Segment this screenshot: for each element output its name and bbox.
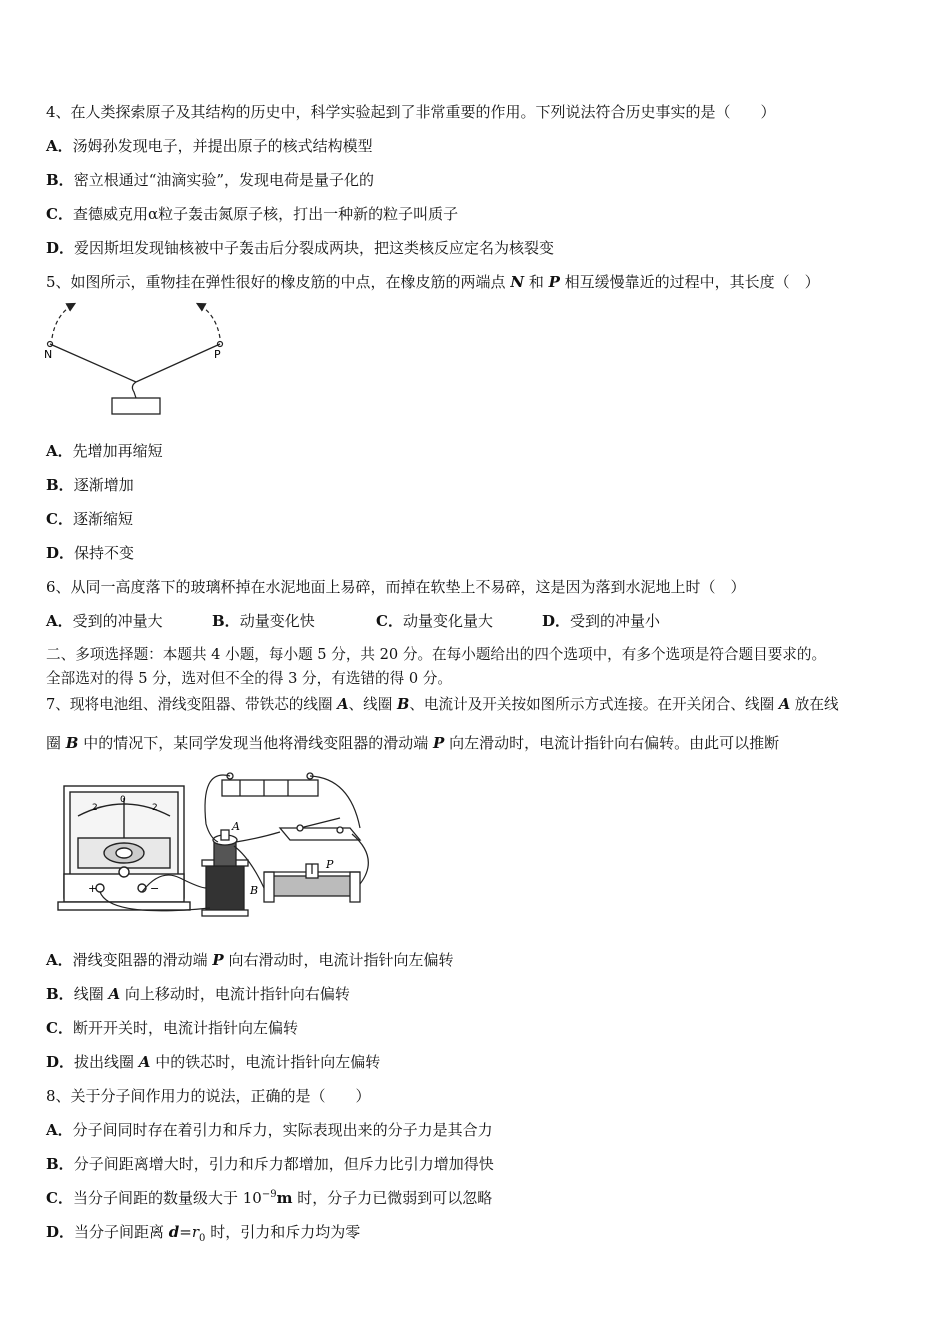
- q8-stem: 8、关于分子间作用力的说法，正确的是（ ）: [46, 1087, 371, 1105]
- svg-text:2: 2: [152, 803, 158, 813]
- q6-options: [46, 611, 660, 631]
- arrow-right-icon: [198, 304, 220, 338]
- q5-option-a[interactable]: A．先增加再缩短: [46, 442, 163, 460]
- q7-stem-line2: 圈 B 中的情况下，某同学发现当他将滑线变阻器的滑动端 P 向左滑动时，电流计指针向右偏转。由此可以推断: [46, 734, 780, 752]
- circuit-figure: [50, 768, 380, 920]
- svg-text:0: 0: [120, 795, 126, 805]
- q4-option-d[interactable]: D．爱因斯坦发现铀核被中子轰击后分裂成两块，把这类核反应定名为核裂变: [46, 239, 555, 257]
- q8-option-a[interactable]: A．分子间同时存在着引力和斥力，实际表现出来的分子力是其合力: [46, 1121, 493, 1139]
- q8-option-c[interactable]: C．当分子间距的数量级大于 $10^{-9}m$ 时，分子力已微弱到可以忽略: [46, 1189, 493, 1207]
- q8-option-b[interactable]: B．分子间距离增大时，引力和斥力都增加，但斥力比引力增加得快: [46, 1155, 494, 1173]
- q5-stem: 5、如图所示，重物挂在弹性很好的橡皮筋的中点，在橡皮筋的两端点 N 和 P 相互缓慢靠近的过程中，其长度（ ）: [46, 273, 820, 291]
- battery-pack: [222, 773, 318, 796]
- svg-text:A: A: [232, 820, 240, 833]
- label-p: P: [214, 348, 221, 361]
- q7-option-a[interactable]: A．滑线变阻器的滑动端 P 向右滑动时，电流计指针向左偏转: [46, 951, 454, 969]
- q4-option-a[interactable]: A．汤姆孙发现电子，并提出原子的核式结构模型: [46, 137, 373, 155]
- section2-line2: 全部选对的得 5 分，选对但不全的得 3 分，有选错的得 0 分。: [46, 670, 452, 687]
- svg-text:−: −: [150, 882, 160, 895]
- q6-option-a[interactable]: A．受到的冲量大: [46, 612, 163, 630]
- coil-a: [213, 830, 237, 866]
- q5-option-d[interactable]: D．保持不变: [46, 544, 135, 562]
- switch: [280, 818, 360, 840]
- q7-stem-line1: 7、现将电池组、滑线变阻器、带铁芯的线圈 A、线圈 B、电流计及开关按如图所示方式连接。在开关闭合、线圈 A 放在线: [46, 696, 839, 713]
- rubber-band-figure: [40, 300, 240, 420]
- q6-option-c[interactable]: C．动量变化量大: [376, 612, 493, 630]
- q4-option-b[interactable]: B．密立根通过“油滴实验”，发现电荷是量子化的: [46, 171, 375, 189]
- q4-option-c[interactable]: C．查德威克用α粒子轰击氮原子核，打出一种新的粒子叫质子: [46, 205, 459, 223]
- section2-line1: 二、多项选择题：本题共 4 小题，每小题 5 分，共 20 分。在每小题给出的四个选项中，有多个选项是符合题目要求的。: [46, 646, 827, 663]
- q6-option-d[interactable]: D．受到的冲量小: [542, 612, 661, 630]
- q6-stem: 6、从同一高度落下的玻璃杯掉在水泥地面上易碎，而掉在软垫上不易碎，这是因为落到水泥地上时（ ）: [46, 578, 746, 596]
- svg-text:2: 2: [92, 803, 98, 813]
- q6-option-b[interactable]: B．动量变化快: [212, 612, 315, 630]
- q7-option-b[interactable]: B．线圈 A 向上移动时，电流计指针向右偏转: [46, 985, 350, 1003]
- q7-option-c[interactable]: C．断开开关时，电流计指针向左偏转: [46, 1019, 298, 1037]
- weight-block: [112, 398, 160, 414]
- q4-stem: 4、在人类探索原子及其结构的历史中，科学实验起到了非常重要的作用。下列说法符合历史事实的是（ ）: [46, 103, 776, 121]
- q8-option-d[interactable]: D．当分子间距离 $d=r_0$ 时，引力和斥力均为零: [46, 1223, 361, 1244]
- q7-option-d[interactable]: D．拔出线圈 A 中的铁芯时，电流计指针向左偏转: [46, 1053, 381, 1071]
- svg-text:P: P: [326, 858, 334, 871]
- rheostat: [264, 864, 360, 902]
- arrow-left-icon: [52, 304, 74, 338]
- svg-text:+: +: [88, 882, 98, 895]
- q5-option-b[interactable]: B．逐渐增加: [46, 476, 134, 494]
- svg-text:B: B: [250, 884, 259, 897]
- q5-option-c[interactable]: C．逐渐缩短: [46, 510, 133, 528]
- label-n: N: [44, 348, 53, 361]
